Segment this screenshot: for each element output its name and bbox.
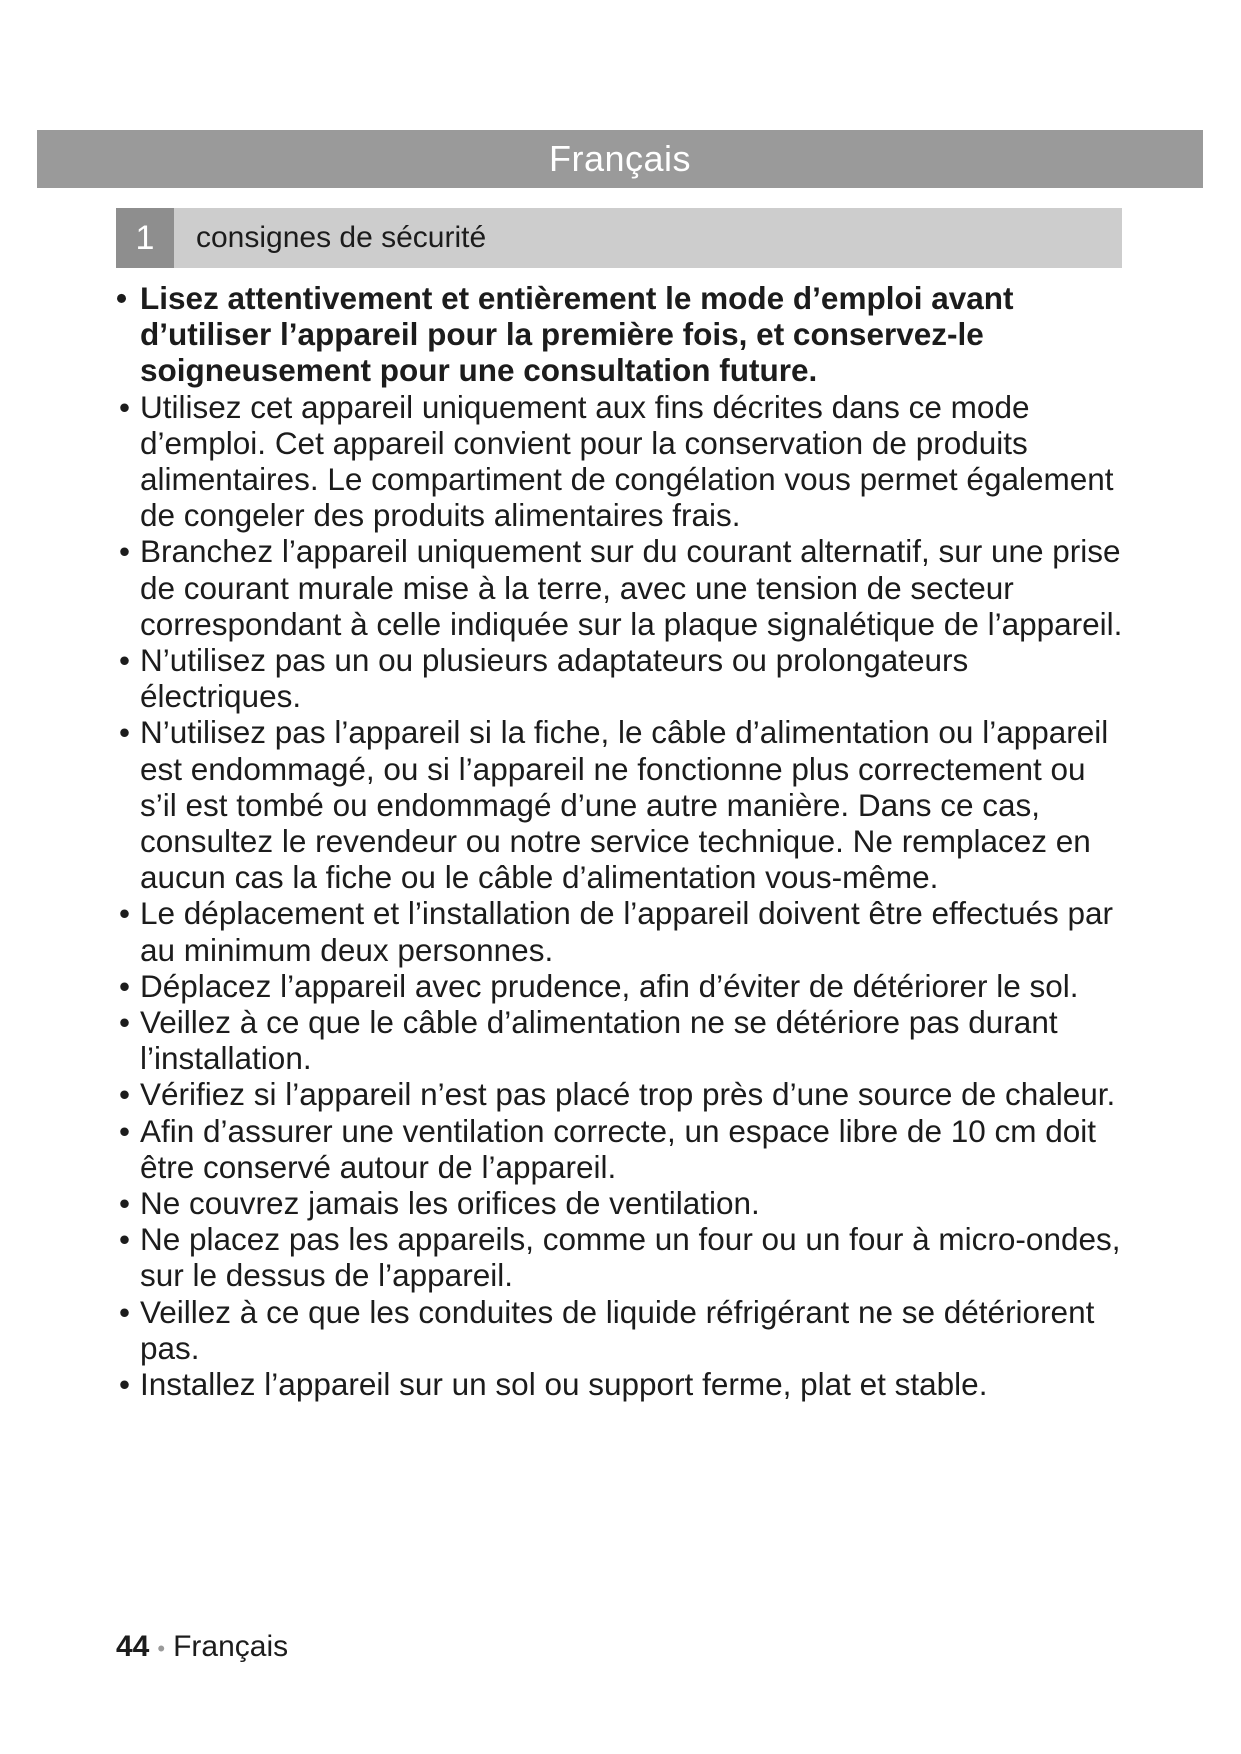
instruction-item <box>116 1185 1126 1221</box>
instruction-item <box>116 1294 1126 1366</box>
page-number: 44 <box>116 1630 150 1663</box>
instruction-text: Vérifiez si l’appareil n’est pas placé trop près d’une source de chaleur. <box>140 1076 1116 1113</box>
safety-instructions-list <box>116 280 1126 1402</box>
instruction-text: Déplacez l’appareil avec prudence, afin d’éviter de détériorer le sol. <box>140 967 1079 1004</box>
instruction-text: Installez l’appareil sur un sol ou support ferme, plat et stable. <box>140 1366 988 1403</box>
bullet-icon: • <box>119 1366 131 1403</box>
instruction-text: Utilisez cet appareil uniquement aux fins décrites dans ce mode d’emploi. Cet appareil convient pour la conservation de produits alimentaires. Le compartiment de congélation vous permet également de congeler des produits alimentaires frais. <box>140 388 1114 534</box>
bullet-icon: • <box>119 1112 131 1149</box>
instruction-text: Le déplacement et l’installation de l’appareil doivent être effectués par au minimum deux personnes. <box>140 895 1114 968</box>
instruction-text: N’utilisez pas un ou plusieurs adaptateurs ou prolongateurs électriques. <box>140 642 969 715</box>
page-footer <box>116 1630 288 1664</box>
bullet-icon: • <box>119 895 131 932</box>
instruction-item <box>116 1221 1126 1293</box>
section-header <box>116 208 1122 268</box>
bullet-icon: • <box>119 388 131 425</box>
instruction-text: Veillez à ce que le câble d’alimentation ne se détériore pas durant l’installation. <box>140 1004 1058 1077</box>
instruction-text: Afin d’assurer une ventilation correcte, un espace libre de 10 cm doit être conservé autour de l’appareil. <box>140 1112 1097 1185</box>
bullet-icon: • <box>116 280 128 316</box>
instruction-item <box>116 1004 1126 1076</box>
bullet-icon: • <box>119 1076 131 1113</box>
instruction-item <box>116 533 1126 642</box>
footer-language: Français <box>173 1630 289 1663</box>
instruction-text: Veillez à ce que les conduites de liquide réfrigérant ne se détériorent pas. <box>140 1293 1095 1366</box>
bullet-icon: • <box>119 1185 131 1222</box>
instruction-text: Branchez l’appareil uniquement sur du courant alternatif, sur une prise de courant murale mise à la terre, avec une tension de secteur correspondant à celle indiquée sur la plaque signalétique de l’appareil. <box>140 533 1123 642</box>
bullet-icon: • <box>119 642 131 679</box>
bullet-icon: • <box>119 967 131 1004</box>
bullet-icon: • <box>119 714 131 751</box>
language-banner-title: Français <box>548 138 692 179</box>
instruction-item <box>116 714 1126 895</box>
instruction-item <box>116 1113 1126 1185</box>
footer-separator: • <box>157 1636 166 1661</box>
instruction-item-important <box>116 280 1126 389</box>
instruction-item <box>116 1366 1126 1402</box>
bullet-icon: • <box>119 1293 131 1330</box>
bullet-icon: • <box>119 533 131 570</box>
bullet-icon: • <box>119 1221 131 1258</box>
bullet-icon: • <box>119 1004 131 1041</box>
instruction-item <box>116 389 1126 534</box>
instruction-text: Ne placez pas les appareils, comme un four ou un four à micro-ondes, sur le dessus de l’appareil. <box>140 1221 1121 1294</box>
instruction-text: Ne couvrez jamais les orifices de ventilation. <box>140 1185 760 1222</box>
section-number: 1 <box>116 208 174 268</box>
instruction-item <box>116 968 1126 1004</box>
language-banner <box>37 130 1203 188</box>
instruction-item <box>116 642 1126 714</box>
section-title: consignes de sécurité <box>196 221 487 254</box>
instruction-text: Lisez attentivement et entièrement le mode d’emploi avant d’utiliser l’appareil pour la première fois, et conservez-le soigneusement pour une consultation future. <box>140 280 1014 389</box>
instruction-item <box>116 1076 1126 1112</box>
instruction-text: N’utilisez pas l’appareil si la fiche, le câble d’alimentation ou l’appareil est endommagé, ou si l’appareil ne fonctionne plus correctement ou s’il est tombé ou endommagé d’une autre manière. Dans ce cas, consultez le revendeur ou notre service technique. Ne remplacez en aucun cas la fiche ou le câble d’alimentation vous-même. <box>140 714 1109 896</box>
instruction-item <box>116 895 1126 967</box>
